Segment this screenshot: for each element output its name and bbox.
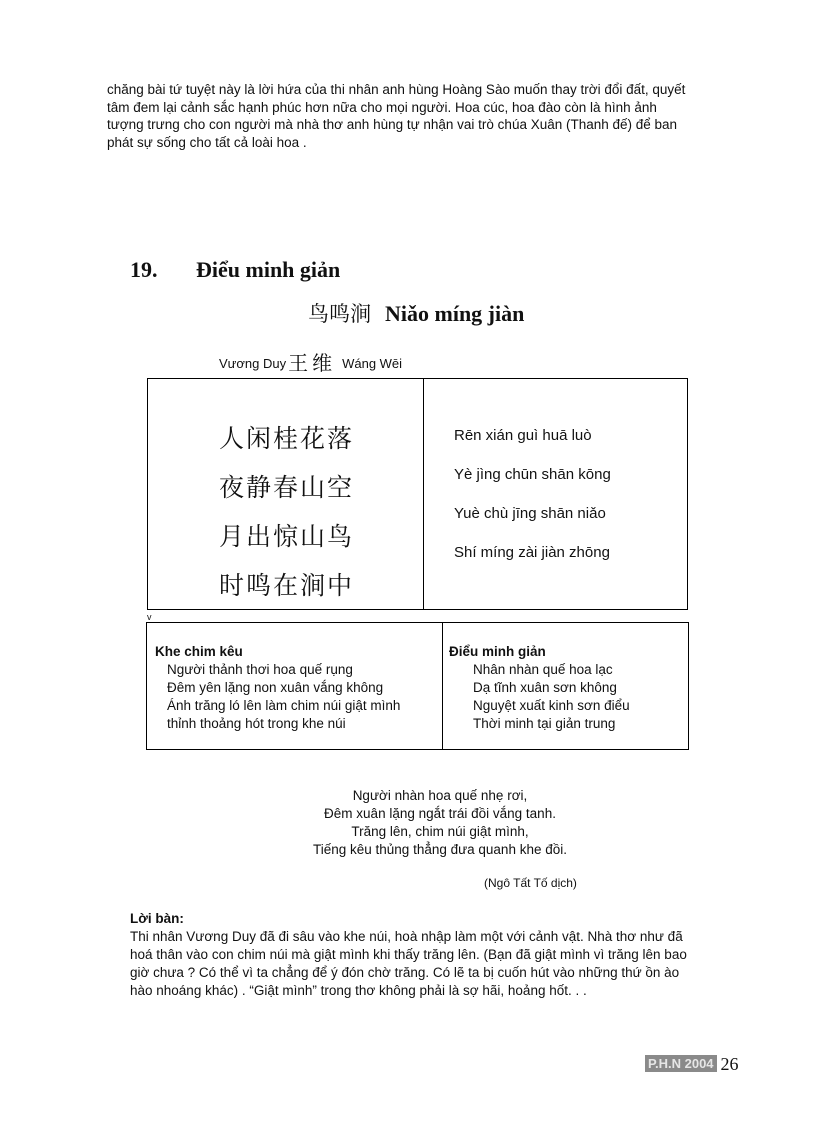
sino-line: Thời minh tại giản trung bbox=[473, 716, 616, 731]
sino-line: Nguyệt xuất kinh sơn điểu bbox=[473, 698, 630, 713]
intro-line: phát sự sống cho tất cả loài hoa . bbox=[107, 134, 307, 150]
verse-line: Trăng lên, chim núi giật mình, bbox=[351, 824, 529, 839]
intro-line: tâm đem lại cảnh sắc hạnh phúc hơn nữa cho mọi người. Hoa cúc, hoa đào còn là hình ảnh bbox=[107, 99, 657, 115]
author-name: Vương Duy bbox=[219, 356, 287, 371]
comment-line: Thi nhân Vương Duy đã đi sâu vào khe núi, hoà nhập làm một với cảnh vật. Nhà thơ như đã bbox=[130, 929, 683, 944]
poem-chinese-line: 月出惊山鸟 bbox=[219, 522, 355, 551]
translation-box bbox=[146, 622, 689, 750]
sino-line: Nhân nhàn quế hoa lạc bbox=[473, 662, 613, 677]
section-number: 19. bbox=[130, 257, 158, 282]
section-heading bbox=[130, 257, 340, 283]
translator-credit: (Ngô Tất Tố dịch) bbox=[484, 876, 577, 890]
poem-original-box bbox=[147, 378, 688, 610]
vietnamese-meaning-column bbox=[155, 643, 400, 733]
verse-line: Người nhàn hoa quế nhẹ rơi, bbox=[352, 788, 528, 803]
verse-line: Đêm xuân lặng ngắt trái đồi vắng tanh. bbox=[324, 806, 556, 821]
meaning-line: Người thảnh thơi hoa quế rụng bbox=[167, 662, 353, 677]
poem-chinese-line: 夜静春山空 bbox=[219, 473, 355, 502]
author-pinyin: Wáng Wēi bbox=[342, 356, 403, 371]
comment-title: Lời bàn: bbox=[130, 911, 184, 926]
poem-chinese-line: 人闲桂花落 bbox=[219, 424, 355, 453]
footer-badge: P.H.N 2004 bbox=[645, 1055, 717, 1072]
poem-pinyin-lines bbox=[454, 427, 611, 583]
poem-chinese-lines bbox=[219, 419, 354, 615]
meaning-line: Đêm yên lặng non xuân vắng không bbox=[167, 680, 384, 695]
poem-pinyin-line: Shí míng zài jiàn zhōng bbox=[454, 544, 610, 561]
column-title: Khe chim kêu bbox=[155, 644, 243, 659]
comment-paragraph bbox=[130, 928, 745, 1000]
intro-line: tượng trưng cho con người mà nhà thơ anh hùng tự nhận vai trò chúa Xuân (Thanh đế) để ban bbox=[107, 117, 678, 132]
sino-vietnamese-column bbox=[449, 643, 630, 733]
author-chinese: 王维 bbox=[288, 351, 337, 375]
intro-line: chăng bài tứ tuyệt này là lời hứa của thi nhân anh hùng Hoàng Sào muốn thay trời đổi đất, quyết bbox=[107, 82, 686, 97]
poem-pinyin-line: Yè jìng chūn shān kōng bbox=[454, 466, 611, 483]
comment-line: giờ chưa ? Có thể vì ta chẳng để ý đón chờ trăng. Có lẽ ta bị cuốn hút vào những thứ ồn ào bbox=[130, 965, 680, 980]
column-title: Điểu minh giản bbox=[449, 644, 546, 659]
page-number: 26 bbox=[720, 1054, 739, 1074]
verse-line: Tiếng kêu thủng thẳng đưa quanh khe đồi. bbox=[313, 842, 567, 857]
box-divider bbox=[423, 379, 424, 609]
section-title: Điểu minh giản bbox=[196, 257, 341, 282]
intro-paragraph bbox=[107, 81, 747, 151]
poem-chinese-line: 时鸣在涧中 bbox=[219, 571, 355, 600]
poem-subtitle bbox=[308, 298, 524, 328]
verse-translation bbox=[260, 787, 620, 859]
comment-line: hào nhoáng khác) . “Giật mình” trong thơ không phải là sợ hãi, hoảng hốt. . . bbox=[130, 983, 587, 998]
subtitle-pinyin: Niǎo míng jiàn bbox=[385, 301, 525, 326]
subtitle-chinese: 鸟鸣涧 bbox=[308, 302, 371, 326]
meaning-line: Ánh trăng ló lên làm chim núi giật mình bbox=[167, 698, 401, 713]
poem-pinyin-line: Yuè chù jīng shān niǎo bbox=[454, 505, 606, 522]
small-mark: v bbox=[147, 612, 152, 622]
box-divider bbox=[442, 623, 443, 749]
page-footer bbox=[645, 1054, 739, 1075]
sino-line: Dạ tĩnh xuân sơn không bbox=[473, 680, 617, 695]
meaning-line: thỉnh thoảng hót trong khe núi bbox=[167, 716, 346, 731]
poem-pinyin-line: Rēn xián guì huā luò bbox=[454, 427, 592, 444]
author-line bbox=[219, 347, 402, 376]
comment-line: hoá thân vào con chim núi mà giật mình khi thấy trăng lên. (Bạn đã giật mình vì trăng lên bao bbox=[130, 947, 687, 962]
